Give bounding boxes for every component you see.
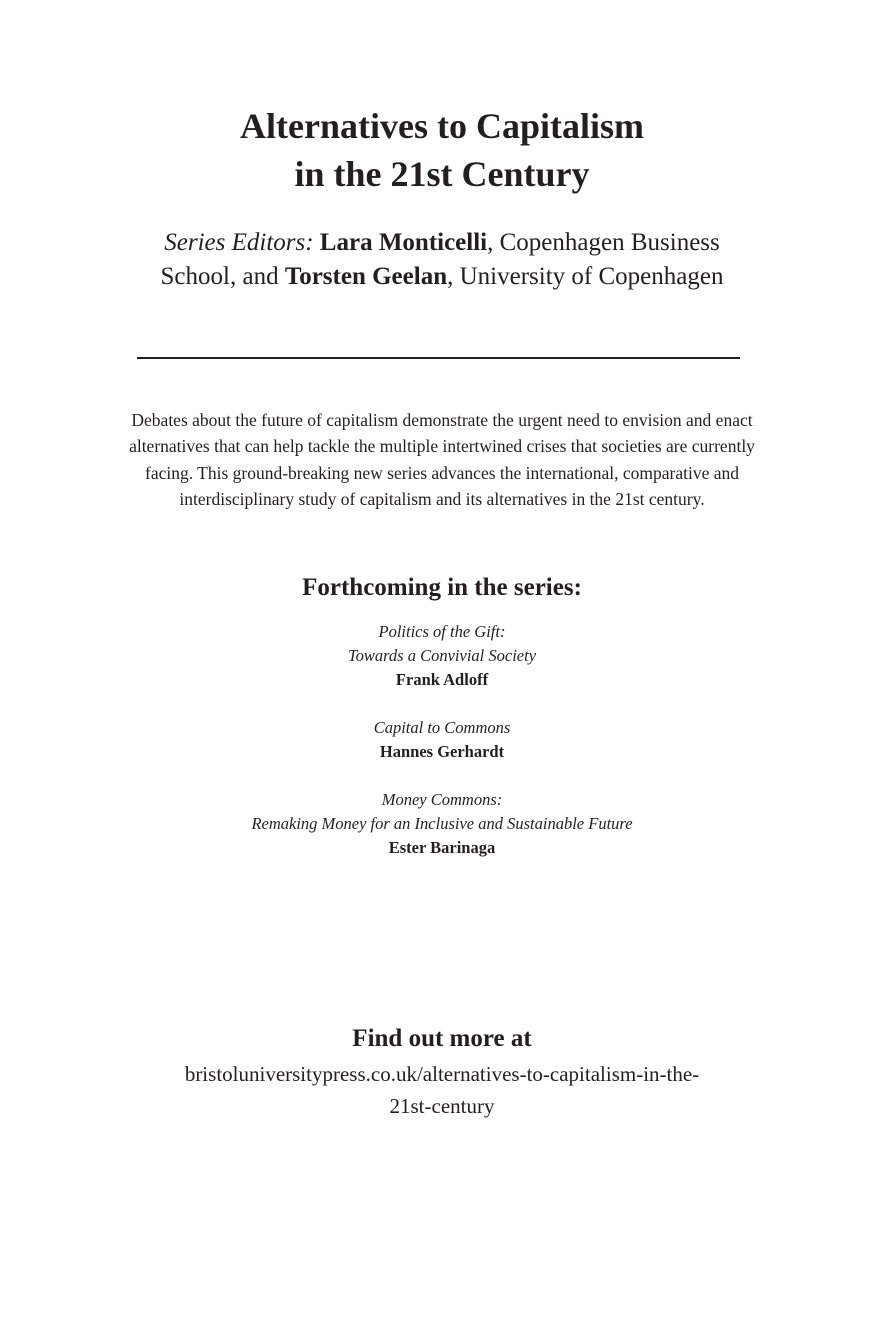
find-out-more-heading: Find out more at [352,1025,532,1052]
editor-name-2: Torsten Geelan [284,263,448,290]
book-title-line-2: Remaking Money for an Inclusive and Sustainable Future [251,814,633,833]
book-title-line-1: Capital to Commons [373,718,511,737]
forthcoming-heading: Forthcoming in the series: [302,574,582,601]
series-description: Debates about the future of capitalism demonstrate the urgent need to envision and enact alternatives that can help tackle the multiple intertwined crises that societies are currently facing. This ground-breaking new series advances the international, comparative and interdisciplinary study of capitalism and its alternatives in the 21st century. [129,410,755,510]
book-item [0,716,884,764]
editor-affiliation-2: , University of Copenhagen [447,263,724,290]
book-item [0,620,884,692]
horizontal-rule [137,357,740,359]
series-url-line-2: 21st-century [389,1094,495,1118]
book-author: Ester Barinaga [388,838,496,857]
series-url-line-1: bristoluniversitypress.co.uk/alternatives-to-capitalism-in-the- [184,1062,700,1086]
book-item [0,788,884,860]
book-title-line-2: Towards a Convivial Society [347,646,537,665]
series-title-line-2: in the 21st Century [294,154,590,194]
book-author: Hannes Gerhardt [379,742,505,761]
series-url [130,1058,754,1122]
series-title-line-1: Alternatives to Capitalism [240,106,644,146]
series-editors-label: Series Editors: [164,229,314,256]
series-editors [130,226,754,294]
book-title-line-1: Money Commons: [381,790,503,809]
series-title [0,102,884,198]
editor-name-1: Lara Monticelli [319,229,488,256]
book-author: Frank Adloff [395,670,489,689]
editor-affiliation-1: , Copenhagen Business School, and [160,229,720,290]
forthcoming-list [0,620,884,884]
book-title-line-1: Politics of the Gift: [378,622,506,641]
